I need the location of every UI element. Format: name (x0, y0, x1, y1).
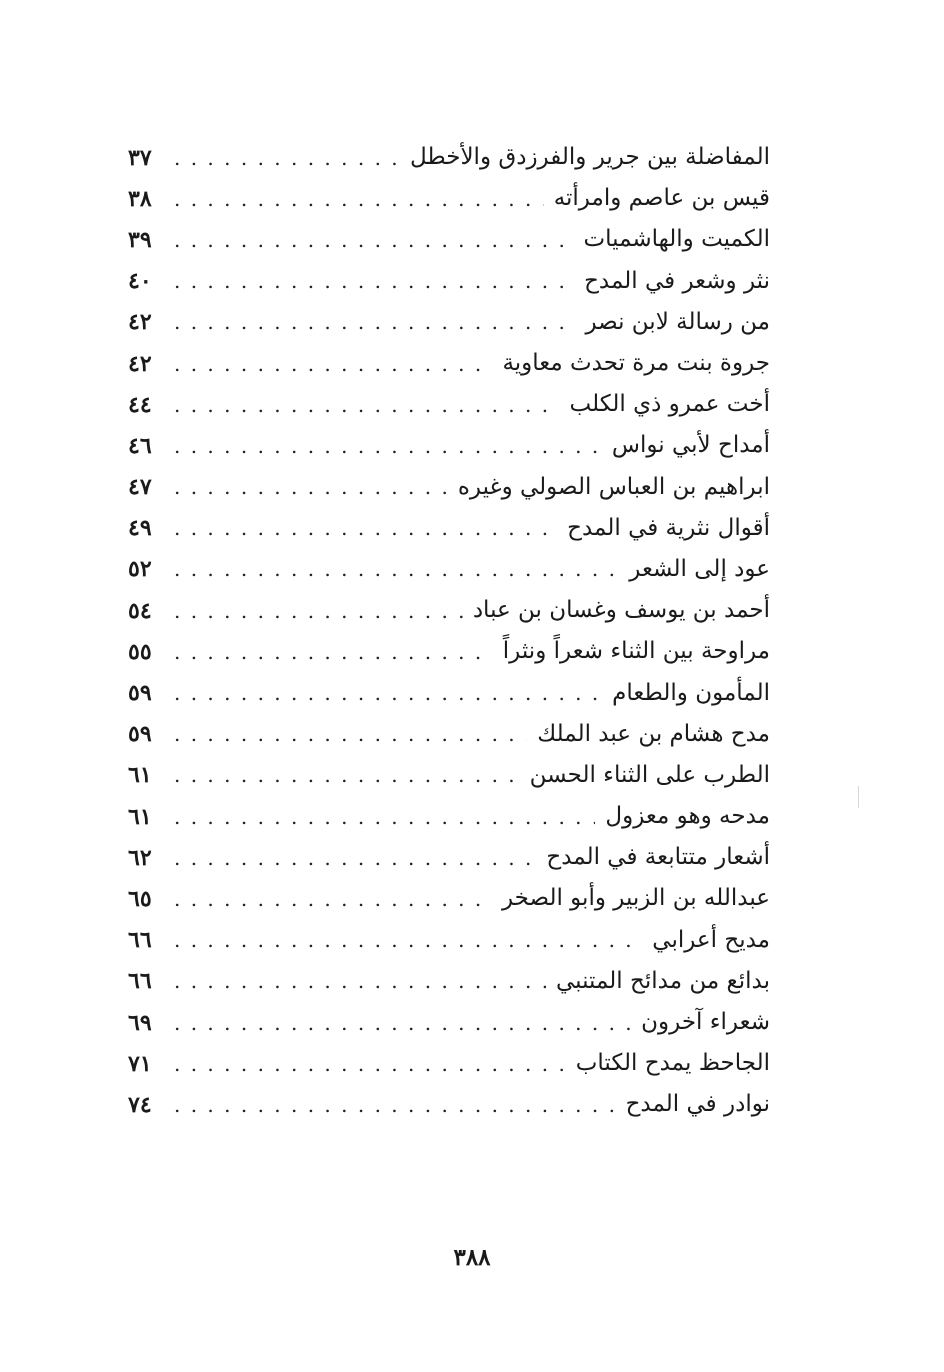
toc-entry-page: ٤٩ (128, 515, 152, 542)
dot-leader (174, 971, 546, 991)
toc-entry-title: أشعار متتابعة في المدح (546, 844, 770, 871)
toc-entry-page: ٤٤ (128, 391, 152, 418)
toc-entry (128, 590, 770, 631)
toc-entry (128, 137, 770, 178)
toc-entry (128, 302, 770, 343)
toc-entry (128, 1084, 770, 1125)
toc-entry (128, 467, 770, 508)
dot-leader (174, 601, 463, 621)
toc-entry (128, 384, 770, 425)
toc-entry-title: أخت عمرو ذي الكلب (569, 391, 770, 418)
toc-entry-page: ٧٤ (128, 1091, 152, 1118)
dot-leader (174, 848, 536, 868)
dot-leader (174, 518, 557, 538)
toc-entry-title: قيس بن عاصم وامرأته (553, 185, 770, 212)
toc-entry-title: ابراهيم بن العباس الصولي وغيره (457, 473, 770, 500)
toc-entry-title: مديح أعرابي (652, 926, 770, 953)
toc-entry-title: جروة بنت مرة تحدث معاوية (502, 350, 770, 377)
toc-entry (128, 672, 770, 713)
toc-entry-page: ٦٢ (128, 844, 152, 871)
toc-entry-page: ٦١ (128, 762, 152, 789)
toc-entry-title: أحمد بن يوسف وغسان بن عباد (472, 597, 770, 624)
toc-entry-title: الكميت والهاشميات (583, 226, 770, 253)
toc-entry (128, 755, 770, 796)
toc-entry-page: ٦٦ (128, 968, 152, 995)
toc-entry (128, 920, 770, 961)
toc-entry-page: ٤٢ (128, 309, 152, 336)
toc-entry-title: مراوحة بين الثناء شعراً ونثراً (502, 638, 770, 665)
dot-leader (174, 930, 642, 950)
toc-entry-page: ٥٢ (128, 556, 152, 583)
toc-entry (128, 714, 770, 755)
toc-entry-page: ٣٩ (128, 226, 152, 253)
toc-entry (128, 178, 770, 219)
toc-entry (128, 878, 770, 919)
table-of-contents (128, 137, 770, 1126)
toc-entry-page: ٣٨ (128, 185, 152, 212)
dot-leader (174, 230, 573, 250)
dot-leader (174, 642, 493, 662)
toc-entry-title: شعراء آخرون (641, 1009, 770, 1036)
toc-entry-title: أمداح لأبي نواس (611, 432, 770, 459)
dot-leader (174, 1054, 566, 1074)
toc-entry (128, 1002, 770, 1043)
toc-entry-title: مدح هشام بن عبد الملك (537, 720, 770, 747)
toc-entry (128, 549, 770, 590)
toc-entry-title: أقوال نثرية في المدح (567, 514, 770, 541)
dot-leader (174, 477, 448, 497)
toc-entry-title: عود إلى الشعر (629, 555, 770, 582)
toc-entry (128, 261, 770, 302)
toc-entry (128, 343, 770, 384)
toc-entry-page: ٥٩ (128, 721, 152, 748)
dot-leader (174, 189, 544, 209)
toc-entry-title: بدائع من مدائح المتنبي (556, 967, 770, 994)
toc-entry (128, 508, 770, 549)
dot-leader (174, 559, 619, 579)
toc-entry-page: ٤٧ (128, 474, 152, 501)
toc-entry-page: ٦٥ (128, 885, 152, 912)
dot-leader (174, 148, 400, 168)
toc-entry-page: ٤٦ (128, 432, 152, 459)
dot-leader (174, 436, 602, 456)
toc-entry-page: ٥٤ (128, 597, 152, 624)
toc-entry (128, 219, 770, 260)
dot-leader (174, 807, 595, 827)
dot-leader (174, 889, 492, 909)
toc-entry (128, 631, 770, 672)
toc-entry-title: الطرب على الثناء الحسن (529, 761, 770, 788)
toc-entry-title: نوادر في المدح (625, 1091, 770, 1118)
toc-entry-title: نثر وشعر في المدح (584, 267, 770, 294)
toc-entry-page: ٥٥ (128, 638, 152, 665)
toc-entry-page: ٤٠ (128, 268, 152, 295)
toc-entry-page: ٧١ (128, 1050, 152, 1077)
dot-leader (174, 354, 492, 374)
dot-leader (174, 271, 574, 291)
toc-entry-title: من رسالة لابن نصر (585, 308, 770, 335)
dot-leader (174, 724, 527, 744)
toc-entry (128, 837, 770, 878)
dot-leader (174, 312, 575, 332)
toc-entry (128, 961, 770, 1002)
dot-leader (174, 683, 602, 703)
toc-entry-title: مدحه وهو معزول (605, 803, 770, 830)
margin-mark (858, 786, 859, 808)
toc-entry-page: ٣٧ (128, 144, 152, 171)
toc-entry-page: ٥٩ (128, 680, 152, 707)
toc-entry-title: المفاضلة بين جرير والفرزدق والأخطل (409, 144, 770, 171)
dot-leader (174, 765, 520, 785)
toc-entry-page: ٦١ (128, 803, 152, 830)
toc-entry-title: المأمون والطعام (612, 679, 770, 706)
toc-entry-page: ٤٢ (128, 350, 152, 377)
toc-entry (128, 425, 770, 466)
toc-entry-page: ٦٦ (128, 927, 152, 954)
dot-leader (174, 1095, 616, 1115)
dot-leader (174, 1013, 631, 1033)
toc-entry-title: الجاحظ يمدح الكتاب (575, 1050, 770, 1077)
toc-entry (128, 1043, 770, 1084)
toc-entry (128, 796, 770, 837)
page-number: ٣٨٨ (453, 1244, 491, 1271)
toc-entry-title: عبدالله بن الزبير وأبو الصخر (501, 885, 770, 912)
toc-entry-page: ٦٩ (128, 1009, 152, 1036)
dot-leader (174, 395, 560, 415)
